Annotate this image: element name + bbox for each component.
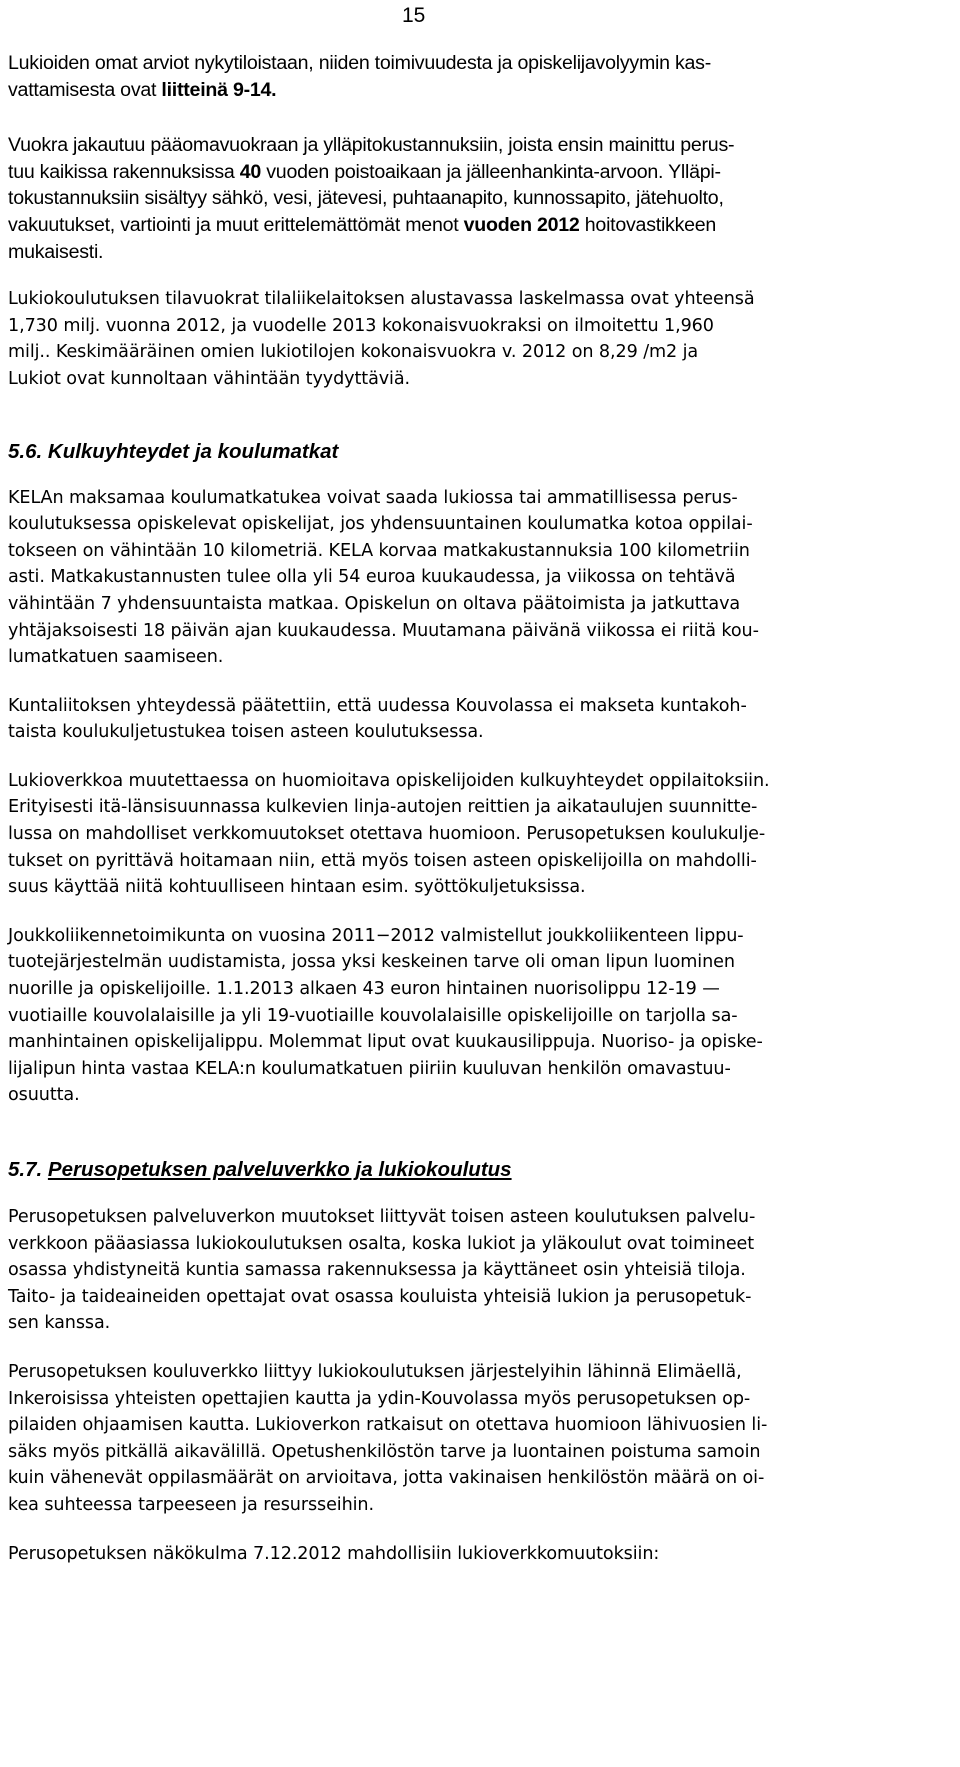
text-line: vakuutukset, vartiointi ja muut erittelemättömät menot vuoden 2012 hoitovastikkeen xyxy=(8,213,717,236)
text-line: tuu kaikissa rakennuksissa 40 vuoden poistoaikaan ja jälleenhankinta-arvoon. Ylläpi- xyxy=(8,160,721,183)
text-line: koulutuksessa opiskelevat opiskelijat, jos yhdensuuntainen koulumatka kotoa oppilai- xyxy=(8,514,753,535)
page-number: 15 xyxy=(402,4,426,27)
text-line: taista koulukuljetustukea toisen asteen koulutuksessa. xyxy=(8,722,484,743)
document-body xyxy=(8,50,848,1567)
text-line: sen kanssa. xyxy=(8,1313,111,1334)
section-heading-5-7: 5.7. Perusopetuksen palveluverkko ja lukiokoulutus xyxy=(8,1158,512,1181)
text-line: vattamisesta ovat liitteinä 9-14. xyxy=(8,78,277,101)
text-line: tukset on pyrittävä hoitamaan niin, että myös toisen asteen opiskelijoilla on mahdolli- xyxy=(8,850,757,871)
paragraph-kela xyxy=(8,485,848,671)
bold-appendix-reference: liitteinä 9-14. xyxy=(161,78,277,101)
bold-years: 40 xyxy=(239,160,262,183)
paragraph-facility-rents xyxy=(8,286,848,392)
section-heading-5-6: 5.6. Kulkuyhteydet ja koulumatkat xyxy=(8,439,339,463)
text-line: Lukioiden omat arviot nykytiloistaan, niiden toimivuudesta ja opiskelijavolyymin kas- xyxy=(8,52,711,74)
text-line: vuotiaille kouvolalaisille ja yli 19-vuotiaille kouvolalaisille opiskelijoille on tarjolla sa- xyxy=(8,1005,738,1026)
text-line: kea suhteessa tarpeeseen ja resursseihin. xyxy=(8,1494,374,1515)
bold-year-2012: vuoden 2012 xyxy=(463,213,580,236)
text-line: Perusopetuksen kouluverkko liittyy lukiokoulutuksen järjestelyihin lähinnä Elimäellä, xyxy=(8,1361,742,1382)
text-line: Perusopetuksen näkökulma 7.12.2012 mahdollisiin lukioverkkomuutoksiin: xyxy=(8,1543,660,1564)
text-line: Inkeroisissa yhteisten opettajien kautta ja ydin-Kouvolassa myös perusopetuksen op- xyxy=(8,1388,751,1409)
paragraph-connections xyxy=(8,768,848,901)
text-line: Erityisesti itä-länsisuunnassa kulkevien linja-autojen reittien ja aikataulujen suunnitte- xyxy=(8,797,758,818)
text-line: nuorille ja opiskelijoille. 1.1.2013 alkaen 43 euron hintainen nuorisolippu 12-19 — xyxy=(8,979,720,1000)
text-line: lumatkatuen saamiseen. xyxy=(8,647,224,668)
text-line: yhtäjaksoisesti 18 päivän ajan kuukaudessa. Muutamana päivänä viikossa ei riitä kou- xyxy=(8,620,759,641)
text-line: lussa on mahdolliset verkkomuutokset otettava huomioon. Perusopetuksen koulukulje- xyxy=(8,824,766,845)
text-line: suus käyttää niitä kohtuulliseen hintaan esim. syöttökuljetuksissa. xyxy=(8,877,586,898)
text-line: tokseen on vähintään 10 kilometriä. KELA korvaa matkakustannuksia 100 kilometriin xyxy=(8,540,750,561)
text-line: vähintään 7 yhdensuuntaista matkaa. Opiskelun on oltava päätoimista ja jatkuttava xyxy=(8,593,741,614)
text-line: tuotejärjestelmän uudistamista, jossa yksi keskeinen tarve oli oman lipun luominen xyxy=(8,952,735,973)
paragraph-rent xyxy=(8,132,848,265)
paragraph-public-transport xyxy=(8,923,848,1109)
text-line: milj.. Keskimääräinen omien lukiotilojen kokonaisvuokra v. 2012 on 8,29 /m2 ja xyxy=(8,342,699,363)
text-line: pilaiden ohjaamisen kautta. Lukioverkon ratkaisut on otettava huomioon lähivuosien li- xyxy=(8,1415,768,1436)
text-line: Lukiot ovat kunnoltaan vähintään tyydyttäviä. xyxy=(8,368,411,389)
heading-title-underlined: Perusopetuksen palveluverkko ja lukiokoulutus xyxy=(47,1158,512,1181)
text-line: verkkoon pääasiassa lukiokoulutuksen osalta, koska lukiot ja yläkoulut ovat toimineet xyxy=(8,1233,755,1254)
text-line: mukaisesti. xyxy=(8,240,104,263)
text-line: Lukioverkkoa muutettaessa on huomioitava opiskelijoiden kulkuyhteydet oppilaitoksiin. xyxy=(8,770,770,791)
paragraph-municipal-merger xyxy=(8,693,848,746)
text-line: Kuntaliitoksen yhteydessä päätettiin, että uudessa Kouvolassa ei makseta kuntakoh- xyxy=(8,695,747,716)
text-line: osuutta. xyxy=(8,1085,80,1106)
text-line: osassa yhdistyneitä kuntia samassa rakennuksessa ja käyttäneet osin yhteisiä tiloja. xyxy=(8,1260,746,1281)
text-line: lijalipun hinta vastaa KELA:n koulumatkatuen piiriin kuuluvan henkilön omavastuu- xyxy=(8,1058,731,1079)
text-line: Taito- ja taideaineiden opettajat ovat osassa kouluista yhteisiä lukion ja perusopetuk- xyxy=(8,1286,752,1307)
text-line: 1,730 milj. vuonna 2012, ja vuodelle 2013 kokonaisvuokraksi on ilmoitettu 1,960 xyxy=(8,315,714,336)
text-line: asti. Matkakustannusten tulee olla yli 54 euroa kuukaudessa, ja viikossa on tehtävä xyxy=(8,567,736,588)
text-line: Lukiokoulutuksen tilavuokrat tilaliikelaitoksen alustavassa laskelmassa ovat yhteensä xyxy=(8,289,755,310)
text-line: Joukkoliikennetoimikunta on vuosina 2011−2012 valmistellut joukkoliikenteen lippu- xyxy=(8,925,744,946)
paragraph-viewpoint xyxy=(8,1541,848,1568)
text-line: tokustannuksiin sisältyy sähkö, vesi, jätevesi, puhtaanapito, kunnossapito, jätehuolto, xyxy=(8,187,724,210)
text-line: Perusopetuksen palveluverkon muutokset liittyvät toisen asteen koulutuksen palvelu- xyxy=(8,1207,756,1227)
paragraph-service-network xyxy=(8,1204,848,1337)
paragraph-school-network xyxy=(8,1359,848,1519)
text-line: Vuokra jakautuu pääomavuokraan ja ylläpitokustannuksiin, joista ensin mainittu perus- xyxy=(8,134,735,157)
text-line: manhintainen opiskelijalippu. Molemmat liput ovat kuukausilippuja. Nuoriso- ja opiske- xyxy=(8,1032,763,1053)
paragraph-appendix-ref xyxy=(8,50,848,103)
text-line: KELAn maksamaa koulumatkatukea voivat saada lukiossa tai ammatillisessa perus- xyxy=(8,487,738,508)
text-line: kuin vähenevät oppilasmäärät on arvioitava, jotta vakinaisen henkilöstön määrä on oi- xyxy=(8,1468,765,1489)
text-line: säks myös pitkällä aikavälillä. Opetushenkilöstön tarve ja luontainen poistuma samoin xyxy=(8,1441,761,1462)
